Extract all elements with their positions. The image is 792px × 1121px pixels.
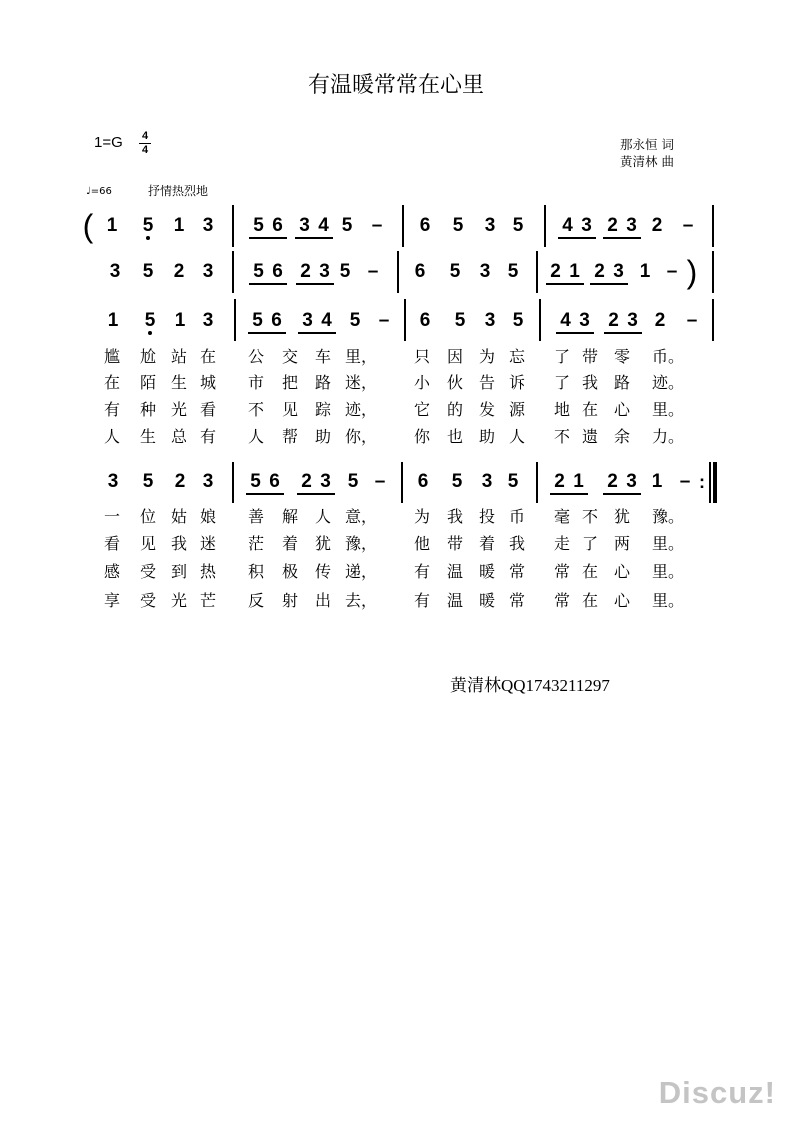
lyric-syllable: 两 (614, 534, 631, 553)
note: 1 (106, 215, 118, 236)
tempo-mark: ♩=66 (86, 186, 112, 197)
bar-line (232, 205, 234, 247)
lyric-syllable: 姑 (171, 507, 188, 526)
note: 3 (302, 310, 313, 331)
note: 5 (454, 310, 466, 331)
lyric-syllable: 常 (554, 591, 571, 610)
lyric-syllable: 地 (554, 400, 571, 419)
lyric-syllable: 里， (345, 347, 378, 366)
note: 6 (272, 261, 283, 282)
lyric-syllable: 见 (282, 400, 299, 419)
eighth-note-underline (296, 283, 334, 285)
lyric-syllable: 走 (554, 534, 571, 553)
lyric-syllable: 着 (282, 534, 299, 553)
note: 6 (272, 215, 283, 236)
lyric-syllable: 不 (248, 400, 265, 419)
lyric-syllable: 着 (479, 534, 496, 553)
lyric-syllable: 有 (414, 591, 431, 610)
note: 1 (573, 471, 584, 492)
bar-line (234, 299, 236, 341)
bar-line (539, 299, 541, 341)
note: 5 (512, 310, 524, 331)
lyric-syllable: 尴 (104, 347, 121, 366)
note: 3 (627, 310, 638, 331)
lyric-syllable: 反 (248, 591, 265, 610)
lyric-syllable: 帮 (282, 427, 299, 446)
note: 1 (107, 310, 119, 331)
lyric-syllable: 零 (614, 347, 631, 366)
lyric-syllable: 的 (447, 400, 464, 419)
eighth-note-underline (248, 332, 286, 334)
lyric-syllable: 因 (447, 347, 464, 366)
lyric-syllable: 热 (200, 562, 217, 581)
lyric-syllable: 我 (171, 534, 188, 553)
lyric-syllable: 陌 (140, 373, 157, 392)
note: 2 (654, 310, 666, 331)
lyric-syllable: 光 (171, 400, 188, 419)
eighth-note-underline (603, 493, 641, 495)
note: 5 (144, 310, 156, 331)
note: 5 (451, 471, 463, 492)
lyric-syllable: 伙 (447, 373, 464, 392)
lyric-syllable: 人 (104, 427, 121, 446)
bar-line (712, 299, 714, 341)
lyric-syllable: 我 (447, 507, 464, 526)
note: 5 (142, 261, 154, 282)
lyric-syllable: 解 (282, 507, 299, 526)
note: – (679, 471, 691, 492)
note: 2 (607, 215, 618, 236)
lyric-syllable: 人 (315, 507, 332, 526)
lyric-syllable: 温 (447, 591, 464, 610)
note: 5 (142, 215, 154, 236)
lyric-syllable: 受 (140, 591, 157, 610)
lyric-syllable: 它 (414, 400, 431, 419)
lyric-syllable: 人 (509, 427, 526, 446)
lyric-syllable: 了 (582, 534, 599, 553)
lyric-syllable: 迷 (200, 534, 217, 553)
lyric-syllable: 把 (282, 373, 299, 392)
lyric-syllable: 犹 (315, 534, 332, 553)
song-title: 有温暖常常在心里 (307, 73, 484, 98)
lyric-syllable: 递， (345, 562, 378, 581)
note: 3 (479, 261, 491, 282)
lyric-syllable: 尬 (140, 347, 157, 366)
lyric-syllable: 茫 (248, 534, 265, 553)
time-signature-top: 4 (141, 130, 149, 142)
note: 2 (301, 471, 312, 492)
lyric-syllable: 你， (345, 427, 378, 446)
note: 1 (569, 261, 580, 282)
lyric-syllable: 为 (479, 347, 496, 366)
key-signature: 1=G (94, 134, 123, 151)
bar-line (401, 462, 403, 503)
lyric-syllable: 在 (582, 591, 599, 610)
note: 5 (452, 215, 464, 236)
note: 3 (581, 215, 592, 236)
lyric-syllable: 助 (315, 427, 332, 446)
note: 3 (613, 261, 624, 282)
bar-line (536, 251, 538, 293)
note: – (682, 215, 694, 236)
note: 2 (300, 261, 311, 282)
lyric-syllable: 不 (582, 507, 599, 526)
lyric-syllable: 里。 (652, 534, 685, 553)
lyric-syllable: 为 (414, 507, 431, 526)
lyric-syllable: 里。 (652, 400, 685, 419)
lyric-syllable: 人 (248, 427, 265, 446)
lyric-syllable: 去， (345, 591, 378, 610)
close-bracket: ) (686, 254, 698, 290)
note: 2 (594, 261, 605, 282)
note: 1 (639, 261, 651, 282)
note: 1 (173, 215, 185, 236)
note: 6 (269, 471, 280, 492)
lyric-syllable: 看 (200, 400, 217, 419)
eighth-note-underline (297, 493, 335, 495)
note: 6 (414, 261, 426, 282)
lyric-syllable: 他 (414, 534, 431, 553)
eighth-note-underline (590, 283, 628, 285)
note: 5 (507, 261, 519, 282)
note: 5 (253, 261, 264, 282)
lyric-syllable: 犹 (614, 507, 631, 526)
lyric-syllable: 路 (614, 373, 631, 392)
lyric-syllable: 传 (315, 562, 332, 581)
lyric-syllable: 币。 (652, 347, 685, 366)
eighth-note-underline (558, 237, 596, 239)
tempo-expression: 抒情热烈地 (148, 184, 209, 198)
lyric-syllable: 有 (200, 427, 217, 446)
eighth-note-underline (249, 283, 287, 285)
lyric-syllable: 车 (315, 347, 332, 366)
lyric-syllable: 光 (171, 591, 188, 610)
eighth-note-underline (604, 332, 642, 334)
note: – (374, 471, 386, 492)
lyric-syllable: 娘 (200, 507, 217, 526)
lyric-syllable: 余 (614, 427, 631, 446)
lyric-syllable: 带 (447, 534, 464, 553)
composer-credit: 黄清林 曲 (620, 154, 674, 169)
repeat-dots: : (699, 472, 705, 492)
lyric-syllable: 踪 (315, 400, 332, 419)
lyric-syllable: 迷， (345, 373, 378, 392)
note: 1 (174, 310, 186, 331)
note: 5 (347, 471, 359, 492)
lyric-syllable: 不 (554, 427, 571, 446)
note: 2 (550, 261, 561, 282)
author-contact: 黄清林QQ1743211297 (450, 676, 610, 695)
bar-line (544, 205, 546, 247)
note: 4 (321, 310, 332, 331)
note: 2 (173, 261, 185, 282)
note: 3 (626, 471, 637, 492)
lyric-syllable: 忘 (509, 347, 526, 366)
lyric-syllable: 豫。 (652, 507, 685, 526)
eighth-note-underline (603, 237, 641, 239)
note: 2 (607, 471, 618, 492)
lyric-syllable: 投 (479, 507, 496, 526)
lyric-syllable: 看 (104, 534, 121, 553)
low-octave-dot (148, 331, 152, 335)
lyric-syllable: 发 (479, 400, 496, 419)
lyric-syllable: 到 (171, 562, 188, 581)
note: 2 (608, 310, 619, 331)
lyric-syllable: 源 (509, 400, 526, 419)
lyric-syllable: 在 (104, 373, 121, 392)
repeat-thin-bar (709, 462, 711, 503)
low-octave-dot (146, 236, 150, 240)
note: – (378, 310, 390, 331)
lyric-syllable: 里。 (652, 562, 685, 581)
lyric-syllable: 有 (104, 400, 121, 419)
note: 3 (202, 310, 214, 331)
lyric-syllable: 生 (171, 373, 188, 392)
repeat-thick-bar (713, 462, 717, 503)
lyric-syllable: 豫， (345, 534, 378, 553)
lyric-syllable: 里。 (652, 591, 685, 610)
lyric-syllable: 小 (414, 373, 431, 392)
eighth-note-underline (246, 493, 284, 495)
bar-line (536, 462, 538, 503)
lyric-syllable: 温 (447, 562, 464, 581)
lyric-syllable: 我 (582, 373, 599, 392)
lyric-syllable: 总 (171, 427, 188, 446)
note: 5 (349, 310, 361, 331)
bar-line (402, 205, 404, 247)
note: 6 (419, 310, 431, 331)
watermark: Discuz! (658, 1075, 776, 1110)
lyric-syllable: 常 (554, 562, 571, 581)
note: 3 (484, 310, 496, 331)
note: 5 (512, 215, 524, 236)
lyric-syllable: 感 (104, 562, 121, 581)
lyric-syllable: 暖 (479, 562, 496, 581)
lyric-syllable: 心 (614, 591, 631, 610)
lyric-syllable: 在 (582, 562, 599, 581)
note: 2 (554, 471, 565, 492)
lyric-syllable: 享 (104, 591, 121, 610)
bar-line (232, 462, 234, 503)
lyric-syllable: 站 (171, 347, 188, 366)
note: 5 (339, 261, 351, 282)
lyric-syllable: 在 (582, 400, 599, 419)
lyric-syllable: 有 (414, 562, 431, 581)
note: 5 (250, 471, 261, 492)
note: 4 (562, 215, 573, 236)
note: 3 (107, 471, 119, 492)
lyric-syllable: 种 (140, 400, 157, 419)
note: 5 (252, 310, 263, 331)
note: 3 (202, 471, 214, 492)
note: 3 (320, 471, 331, 492)
lyricist-credit: 那永恒 词 (620, 137, 674, 152)
lyric-syllable: 带 (582, 347, 599, 366)
lyric-syllable: 暖 (479, 591, 496, 610)
lyric-syllable: 我 (509, 534, 526, 553)
eighth-note-underline (556, 332, 594, 334)
lyric-syllable: 市 (248, 373, 265, 392)
note: – (686, 310, 698, 331)
note: 3 (579, 310, 590, 331)
lyric-syllable: 诉 (509, 373, 526, 392)
lyric-syllable: 在 (200, 347, 217, 366)
lyric-syllable: 遗 (582, 427, 599, 446)
lyric-syllable: 告 (479, 373, 496, 392)
lyric-syllable: 力。 (652, 427, 685, 446)
note: 5 (449, 261, 461, 282)
lyric-syllable: 见 (140, 534, 157, 553)
note: 4 (318, 215, 329, 236)
lyric-syllable: 迹。 (652, 373, 685, 392)
note: – (371, 215, 383, 236)
lyric-syllable: 了 (554, 347, 571, 366)
note: 3 (481, 471, 493, 492)
lyric-syllable: 善 (248, 507, 265, 526)
note: 5 (142, 471, 154, 492)
lyric-syllable: 你 (414, 427, 431, 446)
note: 2 (174, 471, 186, 492)
note: – (367, 261, 379, 282)
note: 3 (109, 261, 121, 282)
lyric-syllable: 芒 (200, 591, 217, 610)
lyric-syllable: 心 (614, 400, 631, 419)
open-bracket: ( (82, 208, 94, 244)
eighth-note-underline (298, 332, 336, 334)
note: 1 (651, 471, 663, 492)
note: 2 (651, 215, 663, 236)
note: 5 (507, 471, 519, 492)
bar-line (397, 251, 399, 293)
lyric-syllable: 了 (554, 373, 571, 392)
lyric-syllable: 生 (140, 427, 157, 446)
lyric-syllable: 城 (200, 373, 217, 392)
note: 3 (484, 215, 496, 236)
note: 4 (560, 310, 571, 331)
eighth-note-underline (546, 283, 584, 285)
lyric-syllable: 币 (509, 507, 526, 526)
note: 6 (419, 215, 431, 236)
lyric-syllable: 毫 (554, 507, 571, 526)
lyric-syllable: 积 (248, 562, 265, 581)
lyric-syllable: 只 (414, 347, 431, 366)
bar-line (712, 251, 714, 293)
lyric-syllable: 一 (104, 507, 121, 526)
lyric-syllable: 迹， (345, 400, 378, 419)
note: 3 (626, 215, 637, 236)
lyric-syllable: 助 (479, 427, 496, 446)
eighth-note-underline (249, 237, 287, 239)
lyric-syllable: 射 (282, 591, 299, 610)
lyric-syllable: 极 (282, 562, 299, 581)
lyric-syllable: 路 (315, 373, 332, 392)
note: 5 (341, 215, 353, 236)
lyric-syllable: 交 (282, 347, 299, 366)
lyric-syllable: 位 (140, 507, 157, 526)
eighth-note-underline (550, 493, 588, 495)
bar-line (712, 205, 714, 247)
lyric-syllable: 常 (509, 591, 526, 610)
lyric-syllable: 也 (447, 427, 464, 446)
note: 6 (417, 471, 429, 492)
bar-line (232, 251, 234, 293)
lyric-syllable: 心 (614, 562, 631, 581)
note: 6 (271, 310, 282, 331)
lyric-syllable: 受 (140, 562, 157, 581)
note: 3 (202, 261, 214, 282)
note: 3 (202, 215, 214, 236)
note: 3 (299, 215, 310, 236)
lyric-syllable: 公 (248, 347, 265, 366)
lyric-syllable: 意， (345, 507, 378, 526)
lyric-syllable: 常 (509, 562, 526, 581)
note: 5 (253, 215, 264, 236)
note: – (666, 261, 678, 282)
note: 3 (319, 261, 330, 282)
eighth-note-underline (295, 237, 333, 239)
lyric-syllable: 出 (315, 591, 332, 610)
bar-line (404, 299, 406, 341)
time-signature-bottom: 4 (141, 144, 149, 156)
